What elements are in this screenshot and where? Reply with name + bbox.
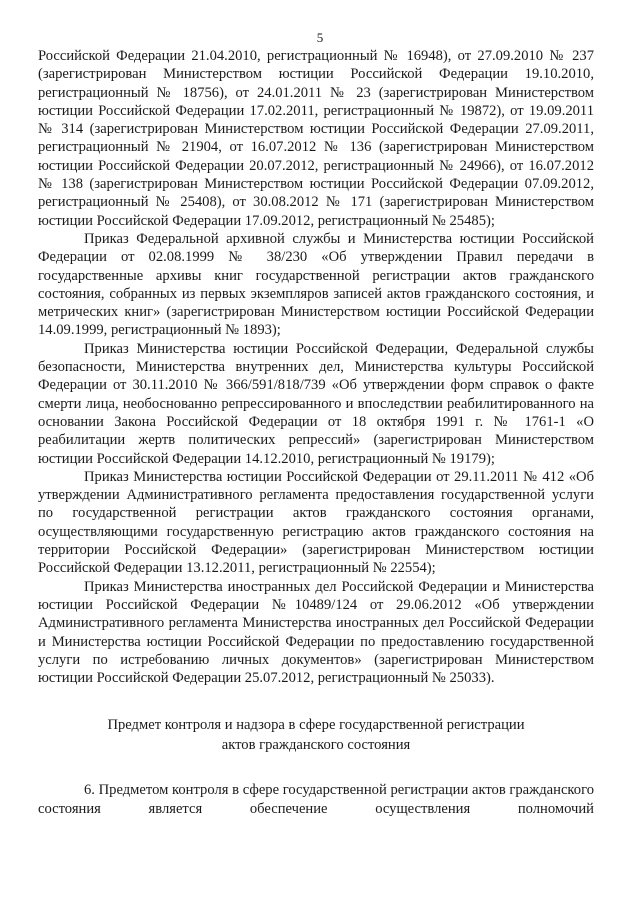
section-heading — [38, 715, 594, 755]
paragraph-death-certificate-order: Приказ Министерства юстиции Российской Федерации, Федеральной службы безопасности, Министерства внутренних дел, Министерства культуры Российской Федерации от 30.11.2010 № 366/591/818/739 «Об утверждении форм справок о факте смерти лица, необоснованно репрессированного и впоследствии реабилитированного на основании Закона Российской Федерации от 18 октября 1991 г. № 1761-1 «О реабилитации жертв политических репрессий» (зарегистрирован Министерством юстиции Российской Федерации 14.12.2010, регистрационный № 19179); — [38, 340, 594, 467]
paragraph-item-6: 6. Предметом контроля в сфере государственной регистрации актов гражданского состояния является обеспечение осуществления полномочий — [38, 782, 594, 817]
paragraph-foreign-affairs-order: Приказ Министерства иностранных дел Российской Федерации и Министерства юстиции Российской Федерации №10489/124 от 29.06.2012 «Об утверждении Административного регламента Министерства иностранных дел Российской Федерации и Министерства юстиции Российской Федерации по предоставлению государственной услуги по истребованию личных документов» (зарегистрирован Министерством юстиции Российской Федерации 25.07.2012, регистрационный № 25033). — [38, 578, 594, 687]
paragraph-admin-regulation-order: Приказ Министерства юстиции Российской Федерации от 29.11.2011 № 412 «Об утверждении Административного регламента предоставления государственной услуги по государственной регистрации актов гражданского состояния органами, осуществляющими государственную регистрацию актов гражданского состояния на территории Российской Федерации» (зарегистрирован Министерством юстиции Российской Федерации 13.12.2011, регистрационный № 22554); — [38, 468, 594, 577]
section-heading-line-2: актов гражданского состояния — [221, 737, 411, 754]
paragraph-continued-registrations: Российской Федерации 21.04.2010, регистрационный № 16948), от 27.09.2010 № 237 (зарегистрирован Министерством юстиции Российской Федерации 19.10.2010, регистрационный № 18756), от 24.01.2011 № 23 (зарегистрирован Министерством юстиции Российской Федерации 17.02.2011, регистрационный № 19872), от 19.09.2011 № 314 (зарегистрирован Министерством юстиции Российской Федерации 27.09.2011, регистрационный № 21904, от 16.07.2012 № 136 (зарегистрирован Министерством юстиции Российской Федерации 20.07.2012, регистрационный № 24966), от 16.07.2012 № 138 (зарегистрирован Министерством юстиции Российской Федерации 07.09.2012, регистрационный № 25408), от 30.08.2012 № 171 (зарегистрирован Министерством юстиции Российской Федерации 17.09.2012, регистрационный № 25485); — [38, 48, 594, 229]
page-number: 5 — [316, 30, 324, 45]
document-body — [38, 47, 594, 818]
section-heading-line-1: Предмет контроля и надзора в сфере государственной регистрации — [107, 717, 525, 734]
paragraph-archive-order: Приказ Федеральной архивной службы и Министерства юстиции Российской Федерации от 02.08.1999 № 38/230 «Об утверждении Правил передачи в государственные архивы книг государственной регистрации актов гражданского состояния, собранных из первых экземпляров записей актов гражданского состояния, и метрических книг» (зарегистрирован Министерством юстиции Российской Федерации 14.09.1999, регистрационный № 1893); — [38, 230, 594, 339]
